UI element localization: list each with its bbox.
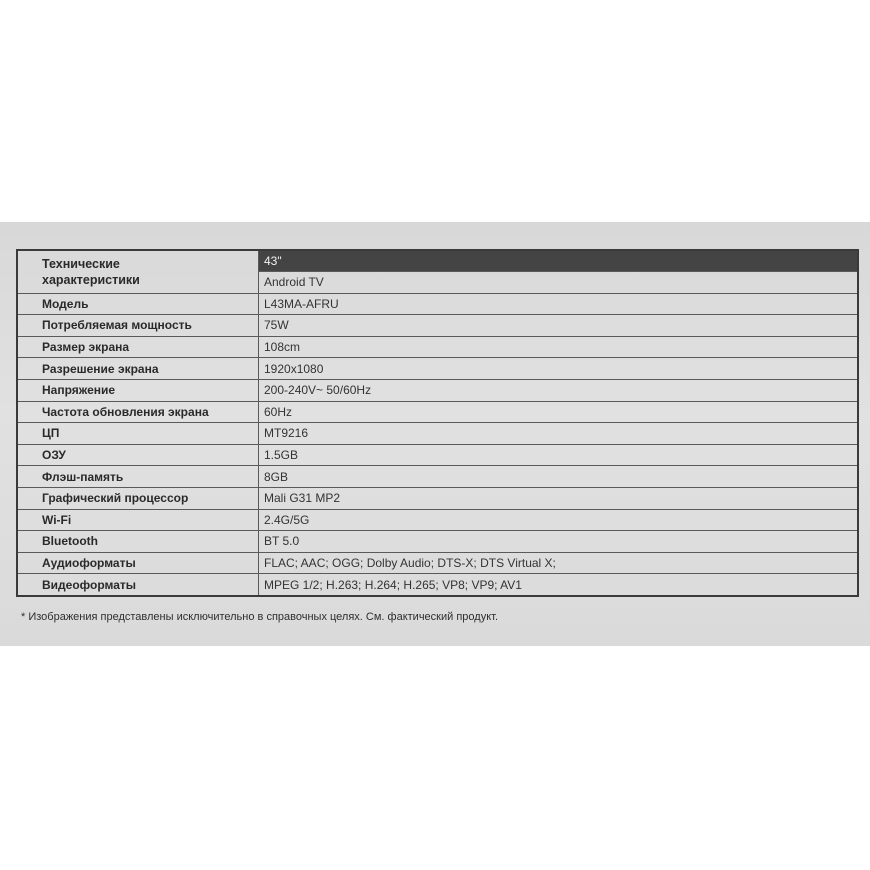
spec-value: MT9216 — [259, 423, 859, 445]
spec-label: Частота обновления экрана — [17, 401, 259, 423]
spec-label: Bluetooth — [17, 531, 259, 553]
spec-label: Wi-Fi — [17, 509, 259, 531]
table-row — [17, 379, 858, 401]
spec-label: Потребляемая мощность — [17, 315, 259, 337]
table-row — [17, 423, 858, 445]
table-title-line1: Технические — [42, 256, 120, 271]
spec-label: Модель — [17, 293, 259, 315]
table-row — [17, 444, 858, 466]
spec-label: Аудиоформаты — [17, 552, 259, 574]
table-row — [17, 509, 858, 531]
spec-label: Разрешение экрана — [17, 358, 259, 380]
table-row — [17, 552, 858, 574]
table-row — [17, 574, 858, 596]
footnote: * Изображения представлены исключительно в справочных целях. См. фактический продукт. — [21, 611, 499, 623]
spec-value: Mali G31 MP2 — [259, 487, 859, 509]
spec-value: FLAC; AAC; OGG; Dolby Audio; DTS-X; DTS Virtual X; — [259, 552, 859, 574]
spec-value: 60Hz — [259, 401, 859, 423]
screen-size-header: 43" — [259, 250, 859, 272]
spec-label: ЦП — [17, 423, 259, 445]
table-row — [17, 336, 858, 358]
table-title-line2: характеристики — [42, 272, 140, 287]
table-row — [17, 358, 858, 380]
table-row — [17, 487, 858, 509]
spec-label: Размер экрана — [17, 336, 259, 358]
spec-label: Графический процессор — [17, 487, 259, 509]
spec-table — [16, 249, 859, 597]
spec-value: 200-240V~ 50/60Hz — [259, 379, 859, 401]
table-row — [17, 466, 858, 488]
table-header-row — [17, 250, 858, 272]
spec-value: BT 5.0 — [259, 531, 859, 553]
table-row — [17, 401, 858, 423]
spec-value: 8GB — [259, 466, 859, 488]
table-row — [17, 531, 858, 553]
spec-label: Флэш-память — [17, 466, 259, 488]
os-value: Android TV — [259, 272, 859, 294]
spec-value: 1.5GB — [259, 444, 859, 466]
spec-sheet — [0, 222, 870, 646]
spec-label: ОЗУ — [17, 444, 259, 466]
spec-label: Напряжение — [17, 379, 259, 401]
spec-value: 75W — [259, 315, 859, 337]
spec-value: 1920x1080 — [259, 358, 859, 380]
table-row — [17, 293, 858, 315]
spec-value: 108cm — [259, 336, 859, 358]
spec-value: 2.4G/5G — [259, 509, 859, 531]
spec-value: L43MA-AFRU — [259, 293, 859, 315]
spec-value: MPEG 1/2; H.263; H.264; H.265; VP8; VP9; AV1 — [259, 574, 859, 596]
table-row — [17, 315, 858, 337]
spec-label: Видеоформаты — [17, 574, 259, 596]
table-title — [17, 250, 259, 293]
